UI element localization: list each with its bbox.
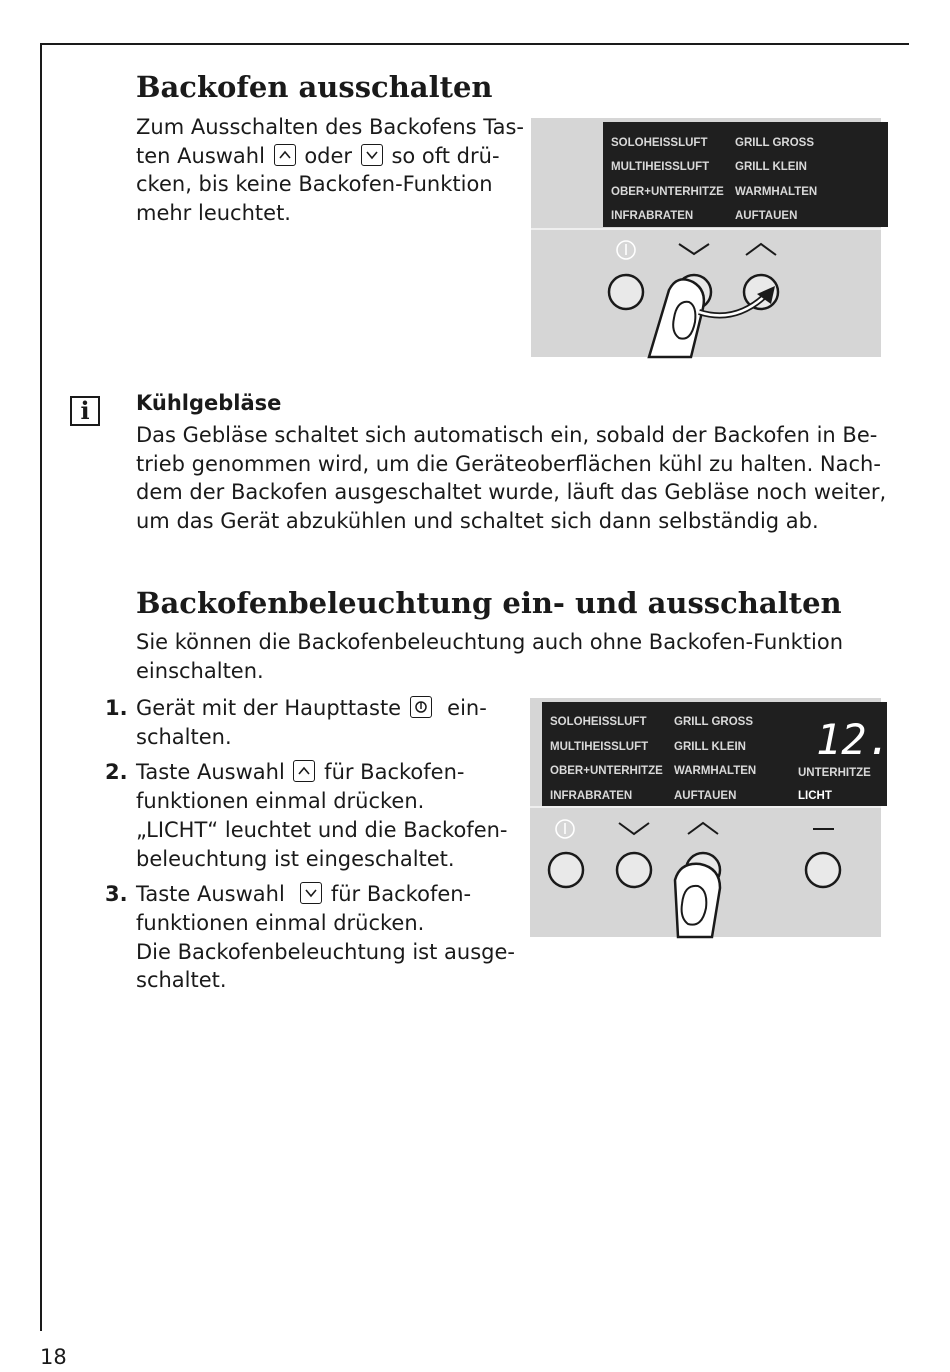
section2-intro: Sie können die Backofenbeleuchtung auch ohne Backofen-Funktion einschalten. [136, 630, 844, 683]
label-warmhalten: WARMHALTEN [674, 765, 757, 777]
control-panel-illustration-2 [530, 698, 918, 937]
minus-button [806, 853, 840, 887]
time-display: 12.0 [816, 715, 918, 764]
power-button [609, 275, 643, 309]
chevron-down-icon [619, 823, 649, 834]
page-number: 18 [40, 1345, 67, 1369]
down-button [617, 853, 651, 887]
label-soloheissluft: SOLOHEISSLUFT [611, 137, 708, 149]
steps-list [105, 694, 525, 995]
power-symbol-icon [556, 820, 574, 838]
chevron-up-icon [688, 823, 718, 834]
label-grill-klein: GRILL KLEIN [674, 741, 746, 753]
info-title: Kühlgebläse [136, 391, 282, 415]
label-auftauen: AUFTAUEN [674, 790, 737, 802]
control-panel-illustration-1 [531, 118, 881, 357]
arrow-up-key-icon [293, 760, 315, 782]
info-icon: i [70, 396, 100, 426]
arrow-down-key-icon [361, 144, 383, 166]
label-infrabraten: INFRABRATEN [550, 790, 633, 802]
label-soloheissluft: SOLOHEISSLUFT [550, 716, 647, 728]
label-licht: LICHT [798, 790, 832, 802]
label-multiheissluft: MULTIHEISSLUFT [550, 741, 649, 753]
step-2: 2. Taste Auswahl für Backofen- funktionen einmal drücken. „LICHT“ leuchtet und die Backofen- beleuchtung ist eingeschaltet. [105, 760, 508, 871]
chevron-down-icon [679, 244, 709, 254]
label-auftauen: AUFTAUEN [735, 210, 798, 222]
label-grill-klein: GRILL KLEIN [735, 161, 807, 173]
side-rule [40, 43, 42, 1331]
section-heading-backofen-ausschalten: Backofen ausschalten [136, 70, 493, 104]
power-button [549, 853, 583, 887]
step-3: 3. Taste Auswahl für Backofen- funktionen einmal drücken. Die Backofenbeleuchtung ist ausge- schaltet. [105, 882, 515, 993]
arrow-up-key-icon [274, 144, 296, 166]
label-infrabraten: INFRABRATEN [611, 210, 694, 222]
step-1: 1. Gerät mit der Haupttaste ein- schalten. [105, 696, 487, 749]
chevron-up-icon [746, 244, 776, 255]
label-ober-unterhitze: OBER+UNTERHITZE [550, 765, 663, 777]
section-heading-backofenbeleuchtung: Backofenbeleuchtung ein- und ausschalten [136, 586, 842, 620]
power-symbol-icon [617, 241, 635, 259]
label-grill-gross: GRILL GROSS [735, 137, 815, 149]
label-grill-gross: GRILL GROSS [674, 716, 754, 728]
label-unterhitze: UNTERHITZE [798, 767, 871, 779]
section1-text: Zum Ausschalten des Backofens Tas- ten Auswahl oder so oft drü- cken, bis keine Backofen-Funktion mehr leuchtet. [136, 115, 525, 226]
label-multiheissluft: MULTIHEISSLUFT [611, 161, 710, 173]
power-key-icon [410, 696, 432, 718]
label-ober-unterhitze: OBER+UNTERHITZE [611, 186, 724, 198]
info-text: Das Gebläse schaltet sich automatisch ein, sobald der Backofen in Be- trieb genommen wird, um die Geräteoberflächen kühl zu halten. Nach- dem der Backofen ausgeschaltet wurde, läuft das Gebläse noch weiter, um das Gerät abzukühlen und schaltet sich dann selbständig ab. [136, 423, 887, 534]
top-rule [40, 43, 909, 45]
arrow-down-key-icon [300, 882, 322, 904]
label-warmhalten: WARMHALTEN [735, 186, 818, 198]
